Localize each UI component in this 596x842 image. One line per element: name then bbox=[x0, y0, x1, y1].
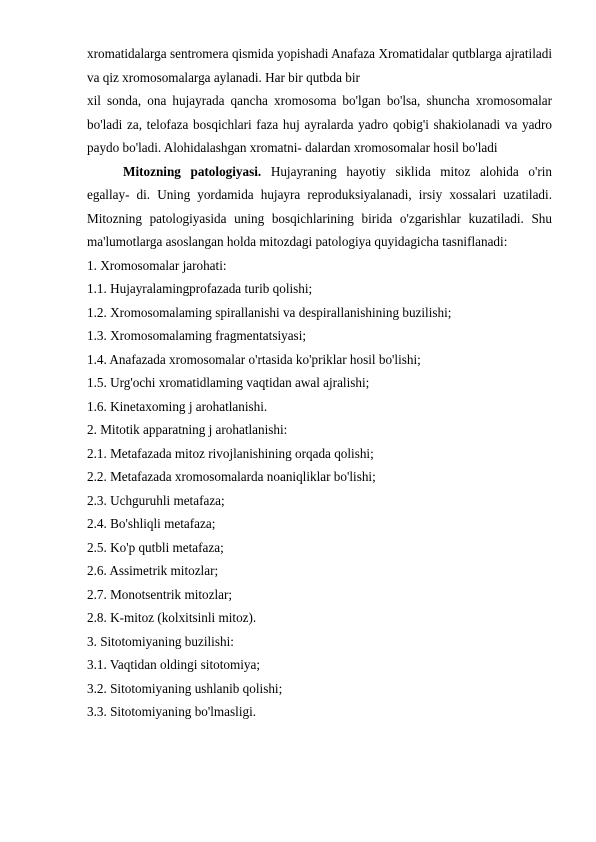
list-item: 2.4. Bo'shliqli metafaza; bbox=[87, 516, 216, 531]
list-item: 2.8. K-mitoz (kolxitsinli mitoz). bbox=[87, 610, 257, 625]
list-item: 1.6. Kinetaxoming j arohatlanishi. bbox=[87, 398, 268, 414]
list-item: 3.2. Sitotomiyaning ushlanib qolishi; bbox=[87, 680, 283, 696]
section-heading: Mitozning patologiyasi. bbox=[123, 163, 262, 179]
list-item: 2. Mitotik apparatning j arohatlanishi: bbox=[87, 422, 288, 437]
list-item: 3.3. Sitotomiyaning bo'lmasligi. bbox=[87, 704, 257, 719]
list-item: 2.3. Uchguruhli metafaza; bbox=[87, 492, 225, 508]
paragraph-mitoz-patologiyasi bbox=[87, 160, 552, 254]
paragraph-telofaza: xil sonda, ona hujayrada qancha xromosoma bo'lgan bo'lsa, shuncha xromosomalar bo'ladi za, telofaza bosqichlari faza huj ayralarda yadro qobig'i shakiolanadi va yadro paydo bo'ladi. Alohidalashgan xromatni- dalardan xromosomalar hosil bo'ladi bbox=[87, 93, 552, 155]
list-item: 3. Sitotomiyaning buzilishi: bbox=[87, 633, 234, 649]
list-item: 1.5. Urg'ochi xromatidlaming vaqtidan awal ajralishi; bbox=[87, 375, 370, 390]
list-item: 3.1. Vaqtidan oldingi sitotomiya; bbox=[87, 657, 261, 672]
list-item: 2.6. Assimetrik mitozlar; bbox=[87, 563, 219, 578]
list-item: 2.5. Ko'p qutbli metafaza; bbox=[87, 539, 224, 555]
section-text: Hujayraning hayotiy siklida mitoz alohida o'rin egallay- di. Uning yordamida hujayra reproduksiyalanadi, irsiy xossalari uzatiladi. Mitozning patologiyasida uning bosqichlarining birida o'zgarishlar kuzatiladi. Shu ma'lumotlarga asoslangan holda mitozdagi patologiya quyidagicha tasniflanadi: bbox=[87, 163, 552, 249]
list-item: 1.2. Xromosomalaming spirallanishi va despirallanishining buzilishi; bbox=[87, 304, 452, 320]
list-item: 1.1. Hujayralamingprofazada turib qolishi; bbox=[87, 281, 313, 296]
list-item: 1.3. Xromosomalaming fragmentatsiyasi; bbox=[87, 328, 307, 343]
classification-list bbox=[87, 254, 552, 724]
list-item: 2.2. Metafazada xromosomalarda noaniqliklar bo'lishi; bbox=[87, 469, 376, 484]
list-item: 2.1. Metafazada mitoz rivojlanishining orqada qolishi; bbox=[87, 445, 374, 461]
list-item: 1. Xromosomalar jarohati: bbox=[87, 257, 227, 273]
list-item: 2.7. Monotsentrik mitozlar; bbox=[87, 586, 233, 602]
paragraph-anafaza: xromatidalarga sentromera qismida yopishadi Anafaza Xromatidalar qutblarga ajratiladi va qiz xromosomalarga aylanadi. Har bir qutbda bir bbox=[87, 46, 552, 85]
list-item: 1.4. Anafazada xromosomalar o'rtasida ko'priklar hosil bo'lishi; bbox=[87, 351, 421, 367]
document-page bbox=[87, 42, 552, 724]
